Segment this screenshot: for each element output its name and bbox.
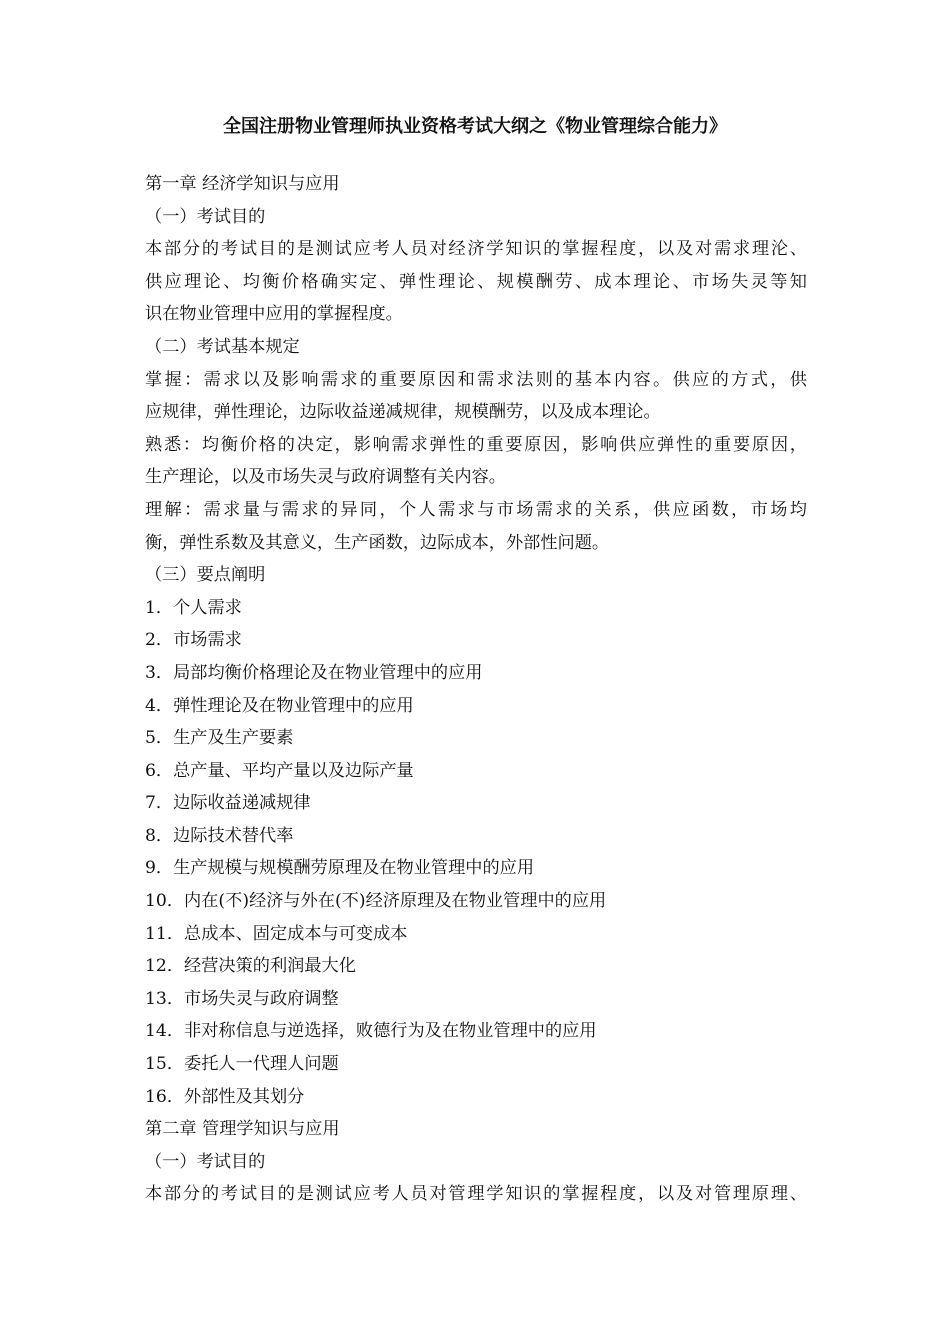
list-item: 1．个人需求 [145, 597, 242, 618]
list-item: 15．委托人一代理人问题 [145, 1054, 339, 1075]
list-item: 10．内在(不)经济与外在(不)经济原理及在物业管理中的应用 [145, 891, 607, 912]
list-item: 13．市场失灵与政府调整 [145, 988, 339, 1009]
list-item: 6．总产量、平均产量以及边际产量 [145, 760, 414, 781]
list-item: 14．非对称信息与逆选择，败德行为及在物业管理中的应用 [145, 1021, 597, 1042]
paragraph-line: 本部分的考试目的是测试应考人员对管理学知识的掌握程度，以及对管理原理、 [145, 1184, 807, 1205]
paragraph-line: 掌握：需求以及影响需求的重要原因和需求法则的基本内容。供应的方式，供 [145, 369, 807, 390]
list-item: 8．边际技术替代率 [145, 825, 294, 846]
paragraph-line: 熟悉：均衡价格的决定，影响需求弹性的重要原因，影响供应弹性的重要原因， [145, 434, 807, 455]
chapter-heading: 第一章 经济学知识与应用 [145, 174, 340, 194]
paragraph-line: 本部分的考试目的是测试应考人员对经济学知识的掌握程度，以及对需求理沦、 [145, 239, 807, 260]
list-item: 12．经营决策的利润最大化 [145, 956, 356, 977]
paragraph-line: 生产理论，以及市场失灵与政府调整有关内容。 [145, 467, 506, 488]
paragraph-line: 应规律，弹性理论，边际收益递减规律，规模酬劳，以及成本理论。 [145, 402, 661, 423]
paragraph-line: 衡，弹性系数及其意义，生产函数，边际成本，外部性问题。 [145, 532, 610, 553]
section-heading: （一）考试目的 [145, 1151, 266, 1172]
document-body [145, 168, 807, 1211]
list-item: 7．边际收益递减规律 [145, 793, 311, 814]
list-item: 4．弹性理论及在物业管理中的应用 [145, 695, 414, 716]
document-title: 全国注册物业管理师执业资格考试大纲之《物业管理综合能力》 [223, 116, 727, 137]
section-heading: （一）考试目的 [145, 206, 266, 227]
chapter-heading: 第二章 管理学知识与应用 [145, 1119, 340, 1140]
section-heading: （二）考试基本规定 [145, 336, 300, 357]
list-item: 5．生产及生产要素 [145, 728, 294, 749]
list-item: 11．总成本、固定成本与可变成本 [145, 923, 408, 944]
list-item: 9．生产规模与规模酬劳原理及在物业管理中的应用 [145, 858, 535, 879]
list-item: 2．市场需求 [145, 630, 242, 651]
list-item: 3．局部均衡价格理论及在物业管理中的应用 [145, 662, 483, 683]
section-heading: （三）要点阐明 [145, 565, 266, 586]
paragraph-line: 供应理论、均衡价格确实定、弹性理论、规模酬劳、成本理论、市场失灵等知 [145, 271, 807, 292]
paragraph-line: 理解：需求量与需求的异同，个人需求与市场需求的关系，供应函数，市场均 [145, 499, 807, 520]
list-item: 16．外部性及其划分 [145, 1086, 305, 1107]
paragraph-line: 识在物业管理中应用的掌握程度。 [145, 304, 403, 325]
